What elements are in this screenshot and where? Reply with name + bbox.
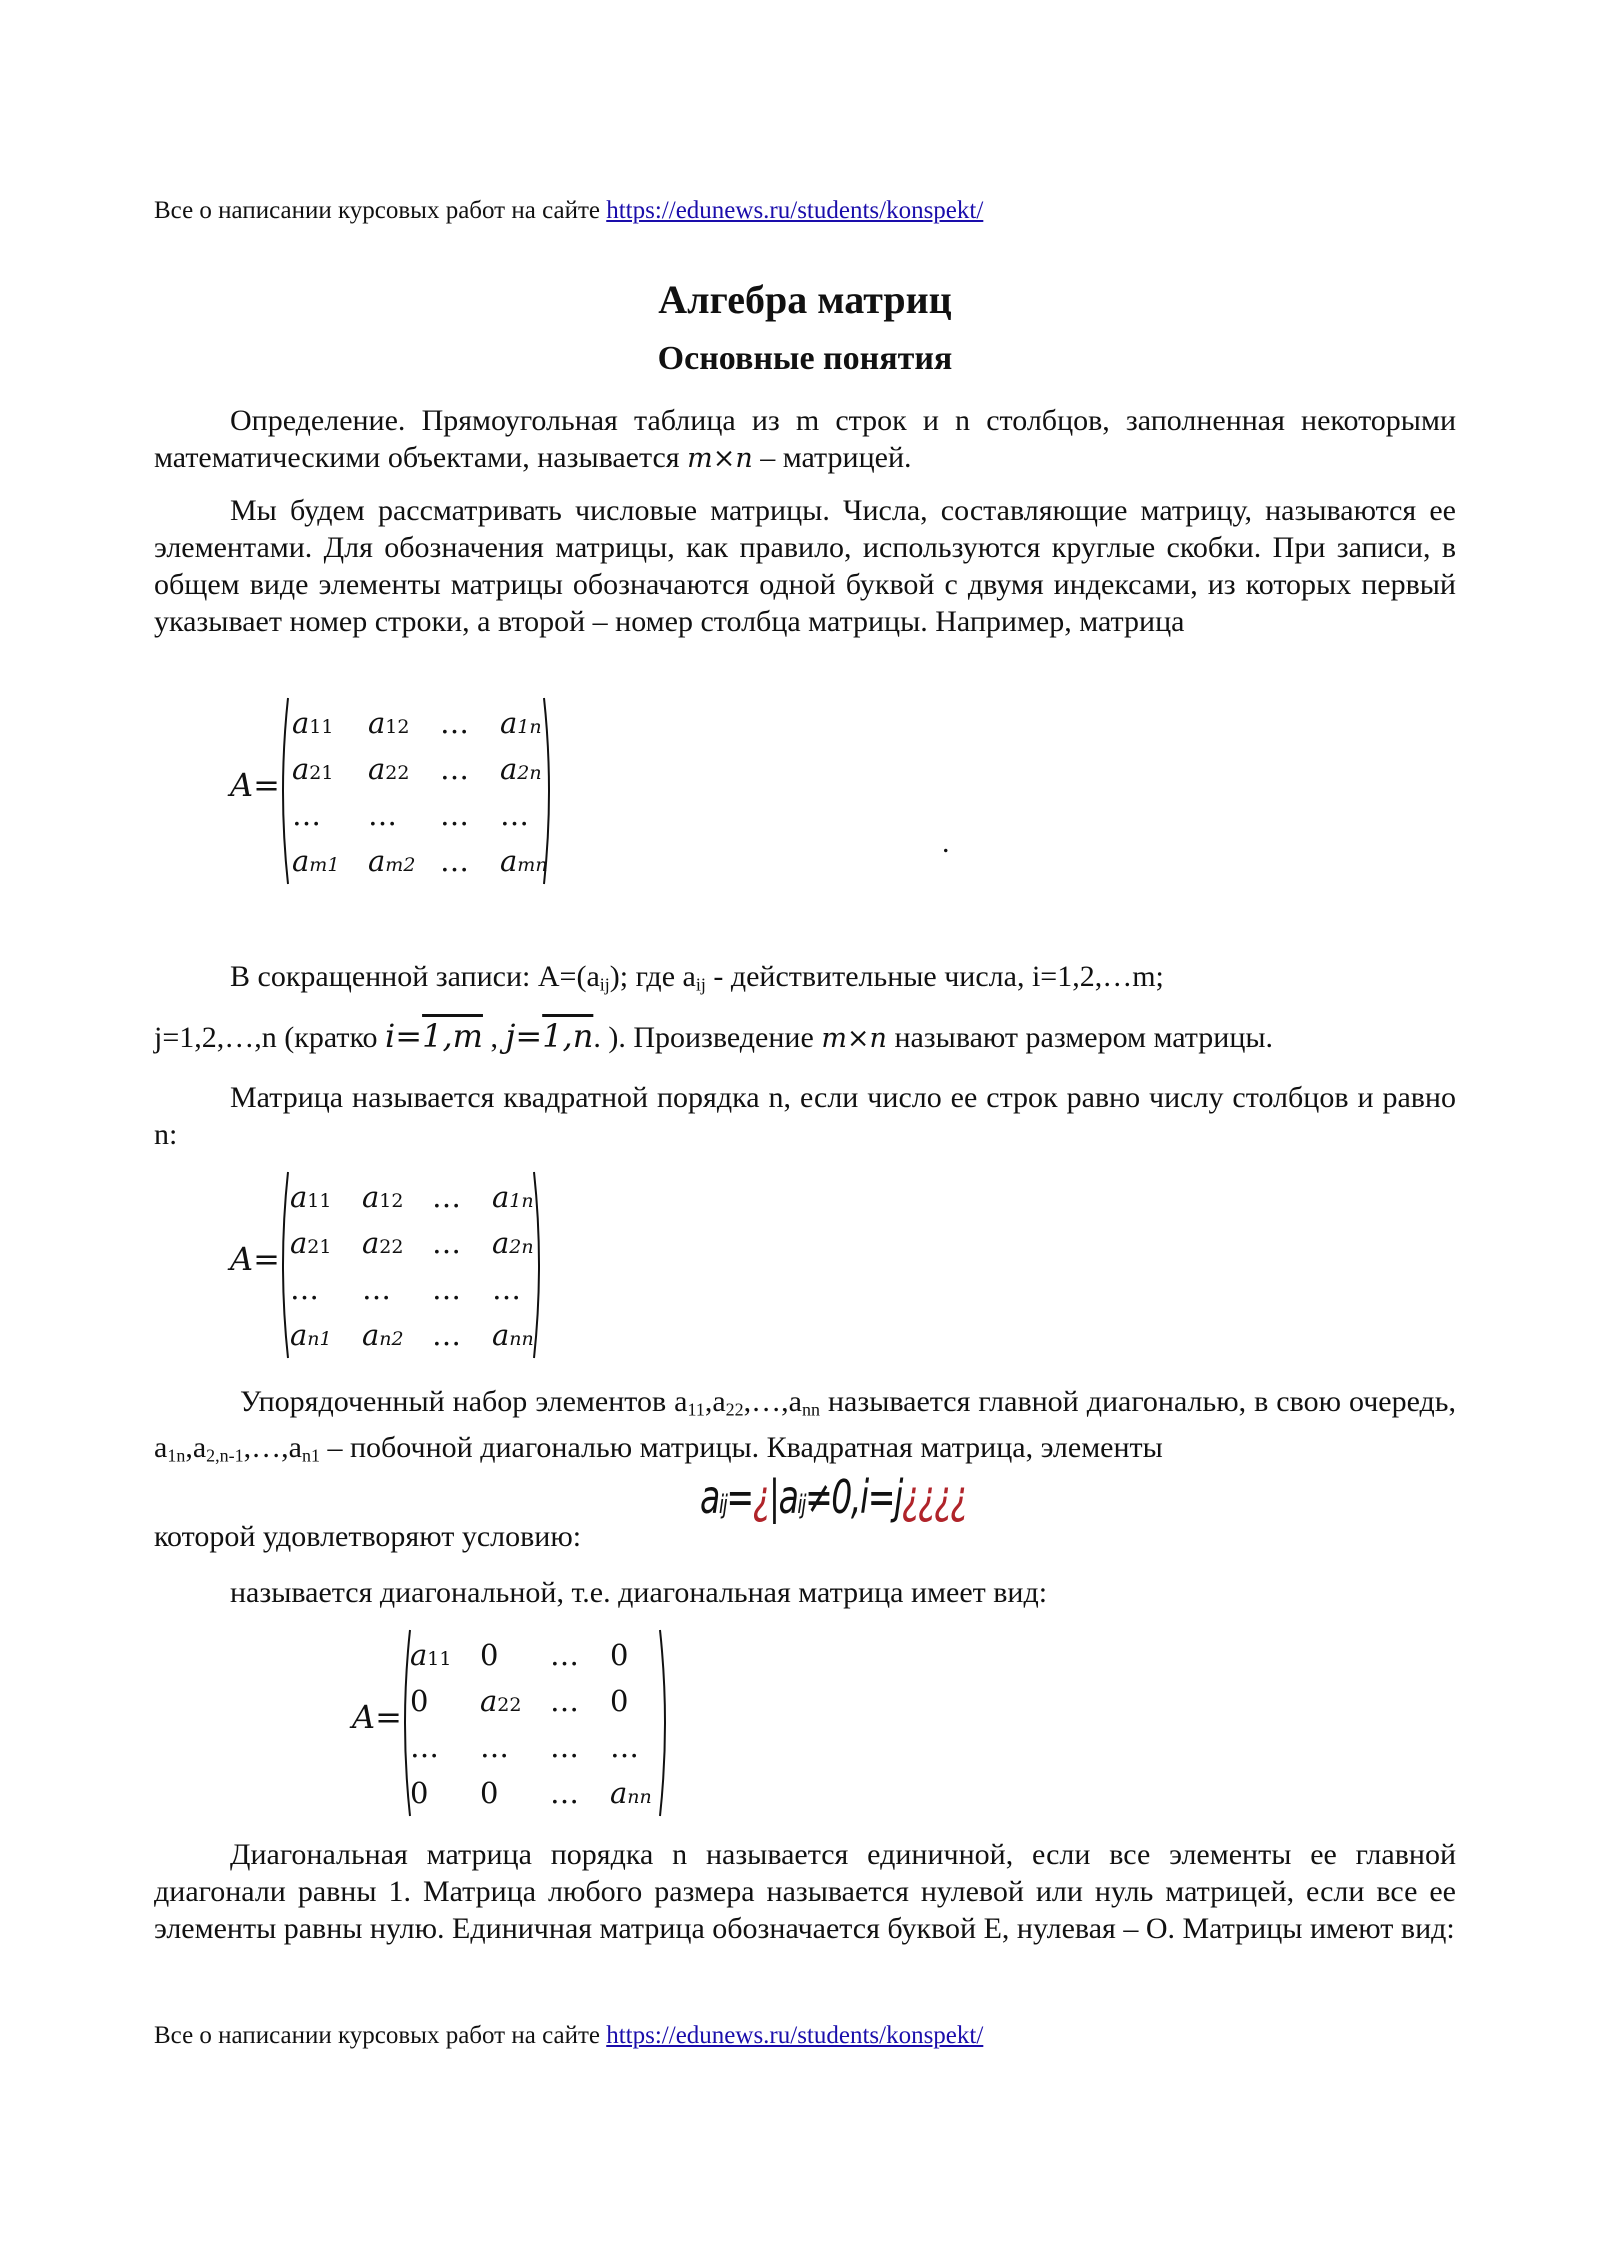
page-subtitle: Основные понятия	[657, 340, 953, 377]
matrix-cell: a21	[292, 752, 334, 786]
square-matrix-paragraph: Матрица называется квадратной порядка n, если число ее строк равно числу столбцов и равно n:	[154, 1081, 1456, 1151]
diagonal-matrix	[352, 1628, 672, 1818]
matrix-cell: a12	[368, 706, 410, 740]
right-parenthesis	[532, 1170, 546, 1360]
header-text: Все о написании курсовых работ на сайте	[154, 197, 600, 224]
matrix-cell: …	[362, 1272, 391, 1306]
diagonal-form-paragraph: называется диагональной, т.е. диагональная матрица имеет вид:	[230, 1576, 1048, 1609]
matrix-cell: …	[550, 1730, 579, 1764]
matrix-cell: a21	[290, 1226, 332, 1260]
matrix-cell: a11	[290, 1180, 332, 1214]
matrix-cell: …	[432, 1318, 461, 1352]
matrix-cell: a2n	[500, 752, 542, 786]
matrix-cell: a11	[410, 1638, 452, 1672]
index-range-paragraph: j=1,2,…,n (кратко i=1,m , j=1,n. ). Произведение m×n называют размером матрицы.	[154, 1017, 1274, 1055]
matrix-cell: an1	[290, 1318, 332, 1352]
matrix-cell: …	[440, 752, 469, 786]
matrix-cell: …	[492, 1272, 521, 1306]
size-formula: m×n	[821, 1023, 887, 1054]
matrix-cell: ann	[492, 1318, 534, 1352]
definition-paragraph: Определение. Прямоугольная таблица из m строк и n столбцов, заполненная некоторыми математическими объектами, называется m×n – матрицей.	[154, 404, 1456, 474]
matrix-cell: a12	[362, 1180, 404, 1214]
matrix-cell: 0	[410, 1776, 429, 1810]
matrix-cell: …	[550, 1638, 579, 1672]
matrix-cell: …	[480, 1730, 509, 1764]
matrix-cell: an2	[362, 1318, 404, 1352]
matrix-cell: …	[292, 798, 321, 832]
general-matrix	[230, 696, 560, 886]
matrix-cell: a22	[368, 752, 410, 786]
footer-link[interactable]: https://edunews.ru/students/konspekt/	[606, 2022, 984, 2049]
matrix-cell: 0	[480, 1638, 499, 1672]
diagonal-paragraph: Упорядоченный набор элементов $a_{11},a_{22},\dots,a_{nn}$ называется главной диагональю, в свою очередь, $a_{1n},a_{2,n-1},\dots,a_{n1}$ – побочной диагональю матрицы. Квадратная матрица, элементы	[154, 1385, 1456, 1465]
matrix-period: .	[942, 826, 950, 859]
matrix-cell: …	[550, 1776, 579, 1810]
matrix-cell: a1n	[492, 1180, 534, 1214]
short-notation-paragraph: В сокращенной записи: $A=(a_{ij})$; где $a_{ij}$ - действительные числа, i=1,2,…m;	[230, 960, 1164, 995]
matrix-cell: …	[410, 1730, 439, 1764]
matrix-cell: a2n	[492, 1226, 534, 1260]
row-index-range: i=1,m	[385, 1017, 483, 1055]
header-link[interactable]: https://edunews.ru/students/konspekt/	[606, 197, 984, 224]
matrix-cell: 0	[610, 1684, 629, 1718]
identity-zero-paragraph: Диагональная матрица порядка n называется единичной, если все элементы ее главной диагонали равны 1. Матрица любого размера называется нулевой или нуль матрицей, если все ее элементы равны нулю. Единичная матрица обозначается буквой E, нулевая – O. Матрицы имеют вид:	[154, 1838, 1456, 1945]
left-parenthesis	[276, 1170, 290, 1360]
matrix-cell: a22	[480, 1684, 522, 1718]
matrix-lhs: A=	[352, 1698, 402, 1736]
condition-intro-line: которой удовлетворяют условию:	[154, 1520, 582, 1553]
matrix-cell: ann	[610, 1776, 652, 1810]
matrix-cell: …	[550, 1684, 579, 1718]
matrix-lhs: A=	[230, 1240, 280, 1278]
matrix-cell: 0	[410, 1684, 429, 1718]
matrix-cell: …	[432, 1180, 461, 1214]
matrix-cell: …	[440, 798, 469, 832]
matrix-cell: …	[440, 844, 469, 878]
square-matrix	[230, 1170, 550, 1360]
matrix-cell: a1n	[500, 706, 542, 740]
diagonal-condition-formula: aij=¿|aij≠0,i=j¿¿¿¿	[700, 1470, 967, 1524]
matrix-cell: 0	[610, 1638, 629, 1672]
matrix-lhs: A=	[230, 766, 280, 804]
matrix-cell: …	[290, 1272, 319, 1306]
matrix-cell: amn	[500, 844, 548, 878]
matrix-cell: a22	[362, 1226, 404, 1260]
matrix-cell: am1	[292, 844, 340, 878]
right-parenthesis	[658, 1628, 672, 1818]
left-parenthesis	[276, 696, 290, 886]
matrix-cell: am2	[368, 844, 416, 878]
footer-text: Все о написании курсовых работ на сайте	[154, 2022, 600, 2049]
dimension-formula: m×n	[687, 443, 753, 474]
matrix-cell: …	[432, 1272, 461, 1306]
page-header	[154, 196, 983, 226]
column-index-range: j=1,n	[505, 1017, 594, 1055]
matrix-cell: …	[500, 798, 529, 832]
matrix-cell: a11	[292, 706, 334, 740]
page-title: Алгебра матриц	[658, 277, 952, 322]
matrix-cell: …	[368, 798, 397, 832]
matrix-cell: …	[610, 1730, 639, 1764]
numeric-matrices-paragraph: Мы будем рассматривать числовые матрицы. Числа, составляющие матрицу, называются ее элементами. Для обозначения матрицы, как правило, используются круглые скобки. При записи, в общем виде элементы матрицы обозначаются одной буквой с двумя индексами, из которых первый указывает номер строки, а второй – номер столбца матрицы. Например, матрица	[154, 494, 1456, 638]
matrix-cell: …	[440, 706, 469, 740]
page-footer	[154, 2021, 983, 2051]
matrix-cell: …	[432, 1226, 461, 1260]
matrix-cell: 0	[480, 1776, 499, 1810]
